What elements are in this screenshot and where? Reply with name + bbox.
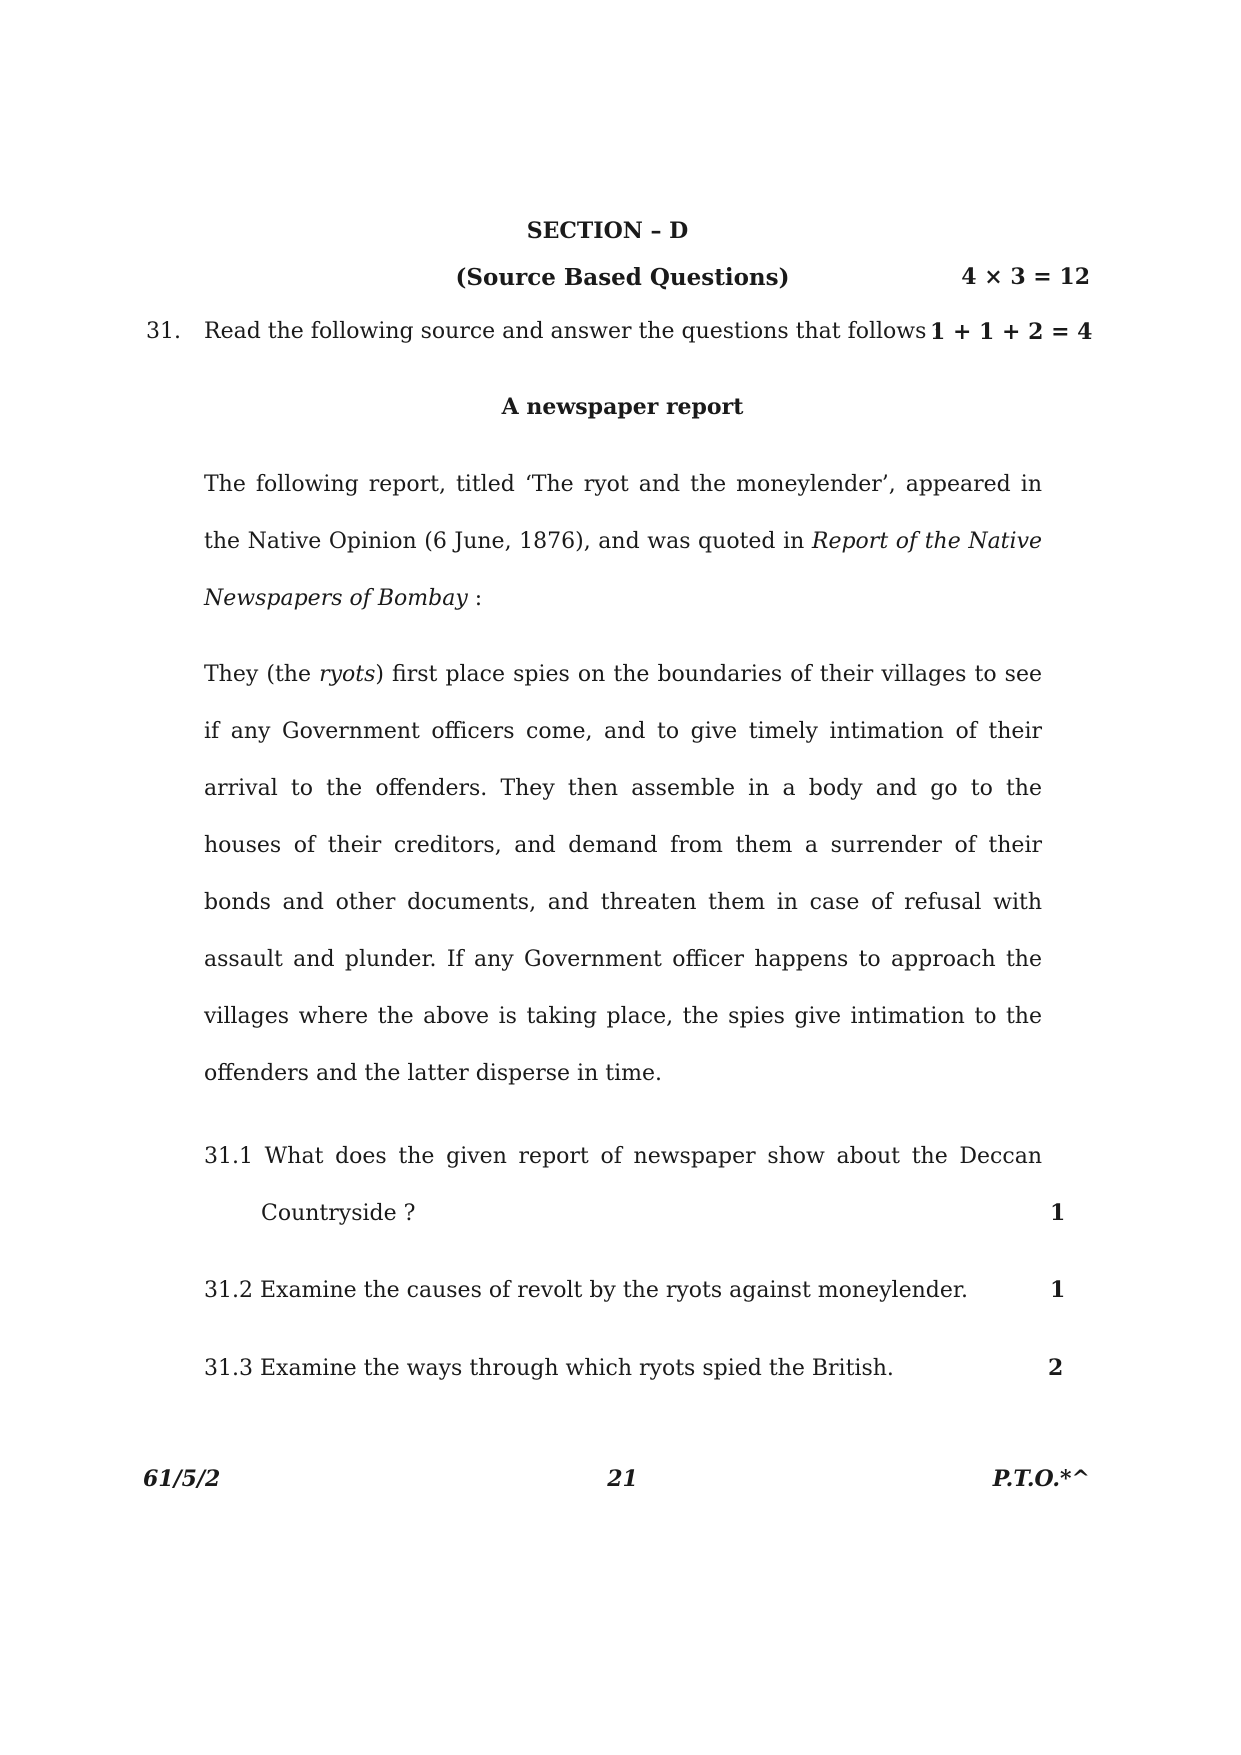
sub-question-line: Countryside ? [261, 1201, 416, 1226]
section-marks: 4 × 3 = 12 [961, 264, 1090, 290]
intro-line [204, 513, 1042, 570]
question-marks: 1 + 1 + 2 = 4 [930, 319, 1093, 345]
intro-italic: Report of the Native [811, 529, 1043, 554]
paper-code: 61/5/2 [143, 1466, 221, 1492]
intro-italic: Newspapers of Bombay [204, 586, 468, 611]
sub-question-2: 31.2 Examine the causes of revolt by the ryots against moneylender. [204, 1278, 968, 1303]
source-heading: A newspaper report [501, 394, 744, 420]
sub-question-1-marks: 1 [1050, 1200, 1066, 1226]
section-title: SECTION – D [526, 218, 689, 244]
question-instruction: Read the following source and answer the questions that follows : [204, 319, 941, 344]
quote-rest: ) first place spies on the boundaries of their villages to see [375, 662, 1043, 687]
pto-label: P.T.O.*^ [992, 1466, 1090, 1492]
sub-question-line: 31.1 What does the given report of newspaper show about the Deccan [204, 1144, 1042, 1169]
page-number: 21 [607, 1466, 638, 1492]
quote-line: assault and plunder. If any Government officer happens to approach the [204, 947, 1042, 972]
sub-question-1 [204, 1128, 1042, 1242]
sub-question-3: 31.3 Examine the ways through which ryots spied the British. [204, 1356, 894, 1381]
quote-italic: ryots [319, 662, 376, 687]
intro-tail: : [467, 586, 483, 611]
intro-line: The following report, titled ‘The ryot and the moneylender’, appeared in [204, 472, 1042, 497]
intro-text: the Native Opinion (6 June, 1876), and was quoted in [204, 529, 805, 554]
section-subtitle: (Source Based Questions) [455, 264, 790, 291]
source-quote [204, 646, 1042, 1102]
quote-line: bonds and other documents, and threaten them in case of refusal with [204, 890, 1042, 915]
quote-start: They (the [204, 662, 320, 687]
quote-line: arrival to the offenders. They then assemble in a body and go to the [204, 776, 1042, 801]
intro-line [204, 570, 1042, 627]
sub-question-3-marks: 2 [1048, 1355, 1064, 1381]
quote-line: villages where the above is taking place, the spies give intimation to the [204, 1004, 1042, 1029]
quote-line: offenders and the latter disperse in time. [204, 1061, 662, 1086]
quote-line: houses of their creditors, and demand from them a surrender of their [204, 833, 1042, 858]
sub-question-2-marks: 1 [1050, 1277, 1066, 1303]
source-intro [204, 456, 1042, 627]
quote-line [204, 646, 1042, 703]
quote-line: if any Government officers come, and to give timely intimation of their [204, 719, 1042, 744]
question-number: 31. [146, 319, 181, 344]
